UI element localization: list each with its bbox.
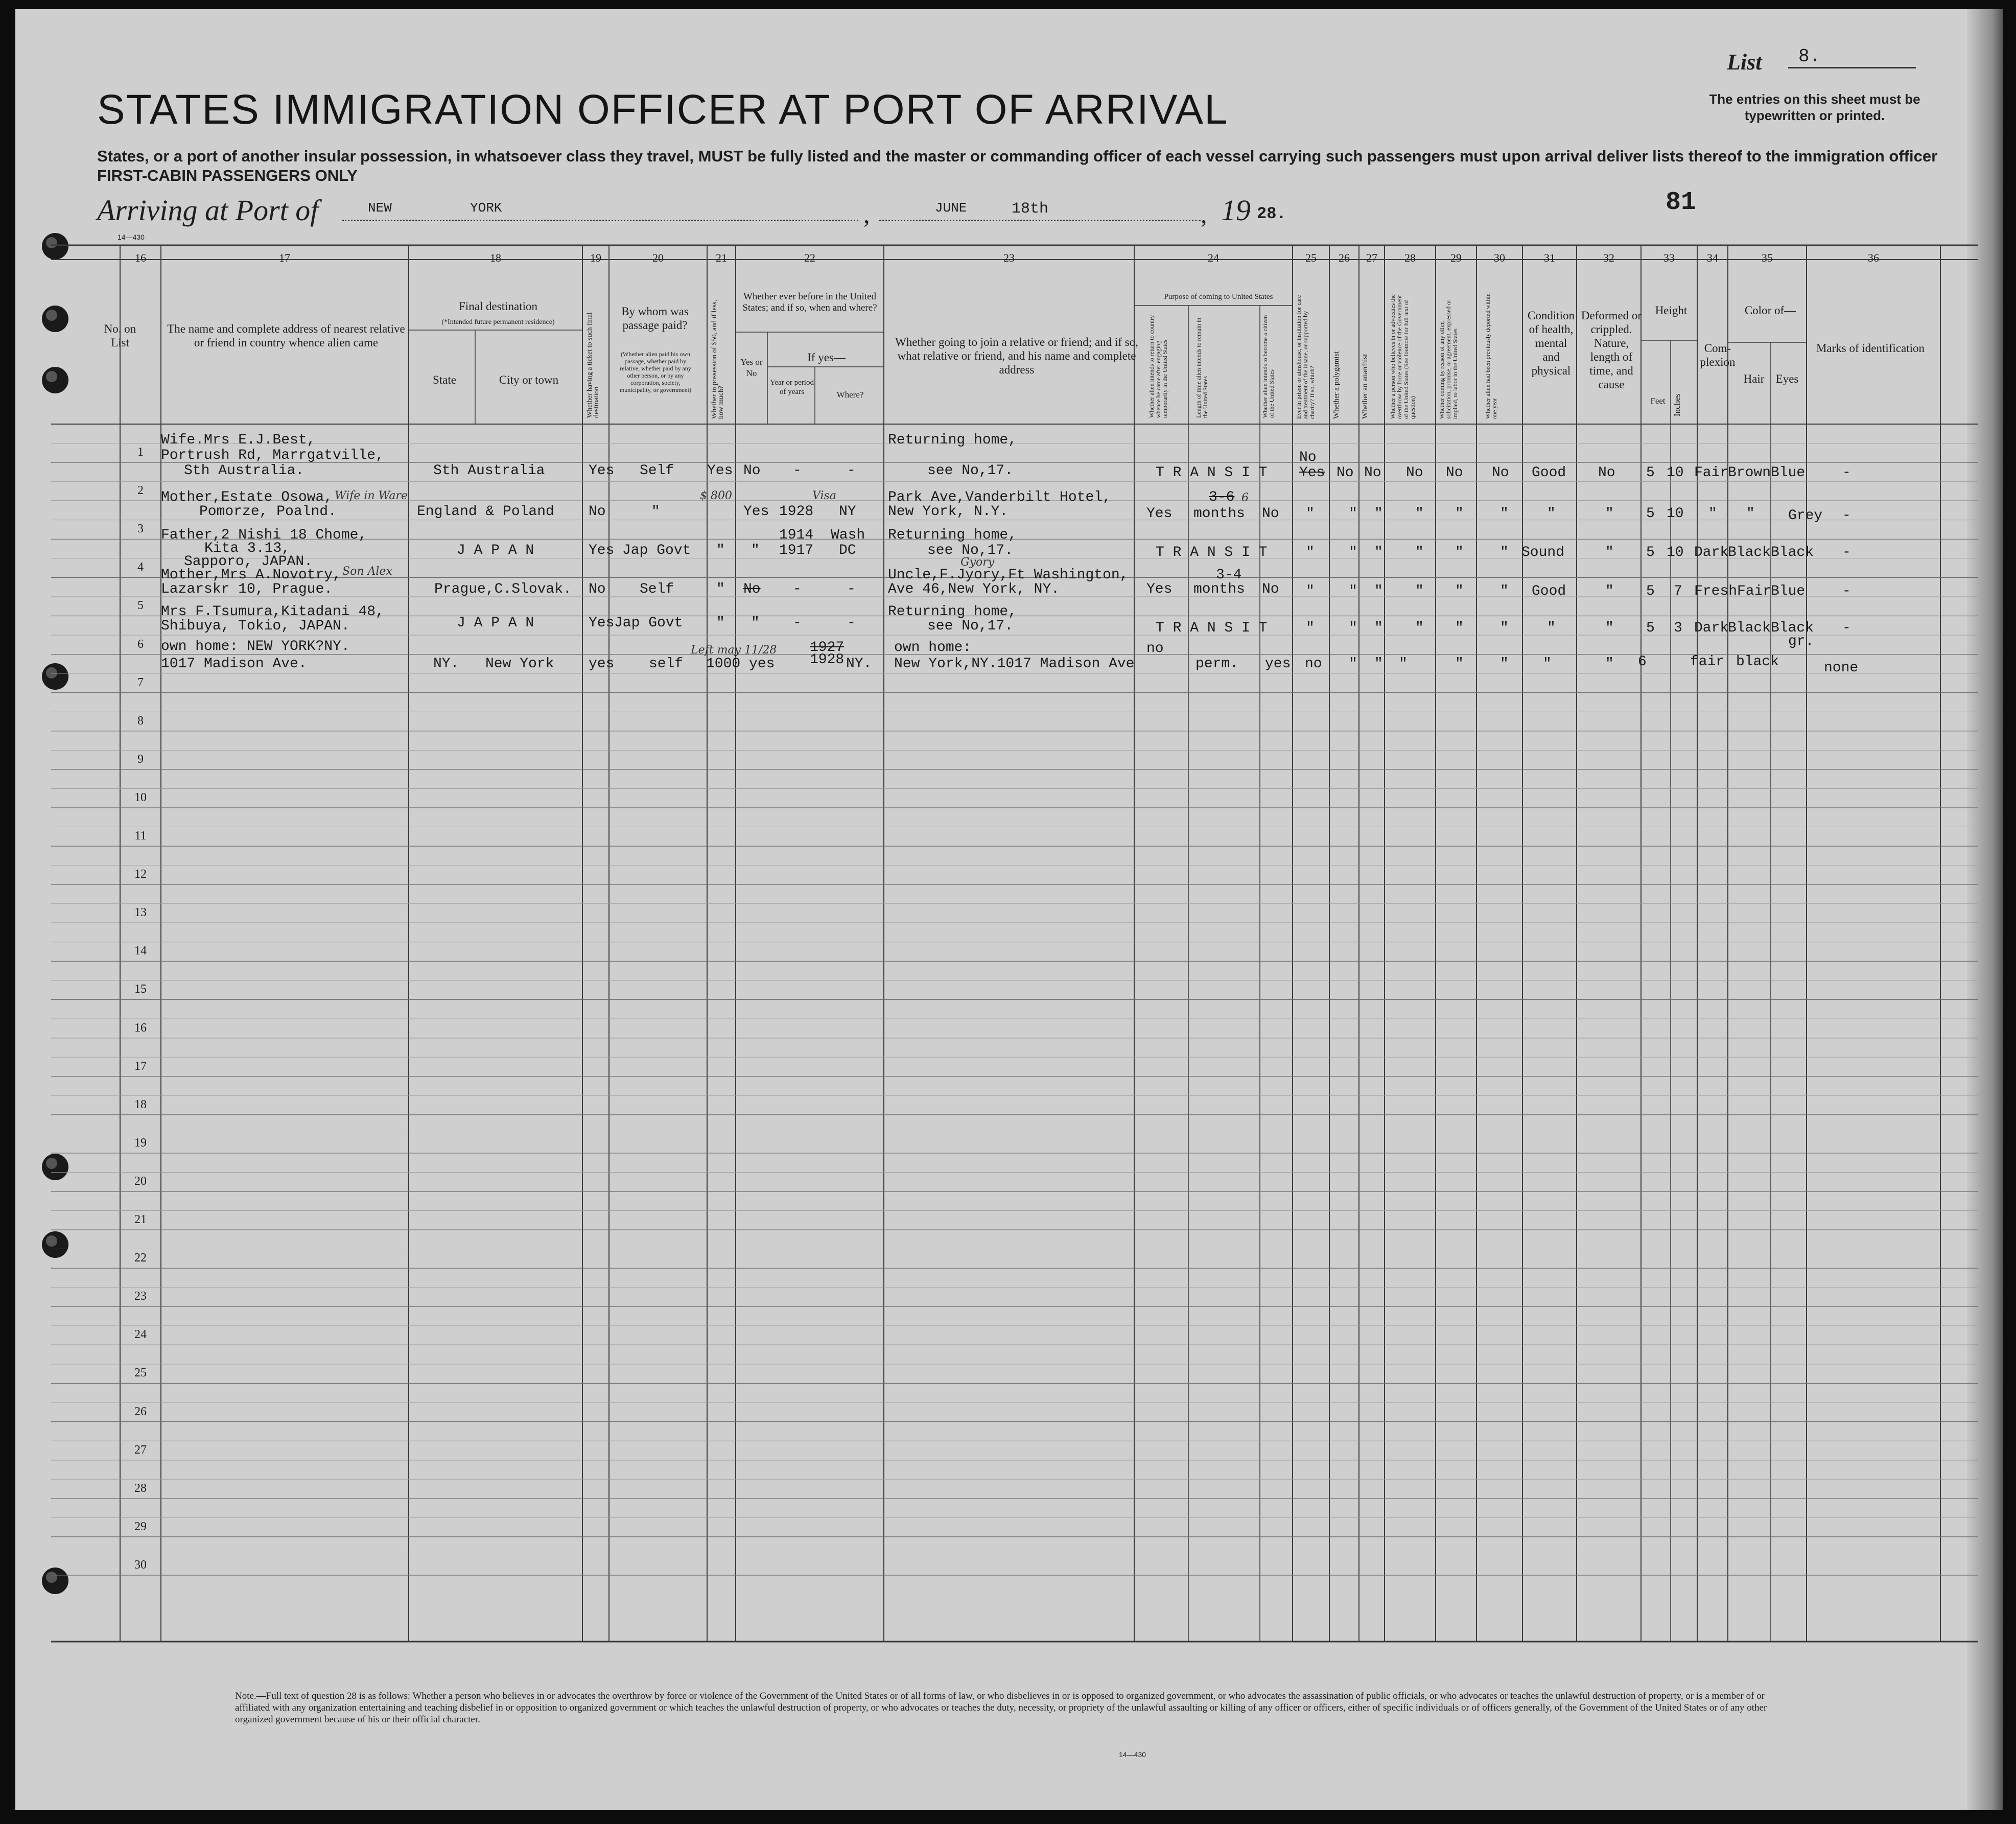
row-number: 25 [134,1366,147,1380]
row-3-eyes: Black [1771,545,1814,560]
column-number: 31 [1544,251,1555,264]
column-number: 17 [279,251,290,264]
row-5-year: - [793,615,802,631]
row-number: 11 [134,829,147,843]
row-4-relative-handwritten: Son Alex [342,565,392,578]
row-6-ditto: " [1500,656,1509,672]
row-1-join-line-1: Returning home, [888,432,1017,448]
column-number: 16 [135,251,146,264]
row-6-ditto: " [1374,656,1383,672]
class-label: FIRST-CABIN PASSENGERS ONLY [97,167,358,184]
row-2-return: Yes [1146,506,1173,522]
row-5-complexion: Dark [1694,620,1729,636]
row-6-hair: black [1736,654,1779,670]
column-number: 21 [716,251,727,264]
col-18-city-header: City or town [499,373,559,386]
row-2-relative-handwritten: Wife in Ware [335,489,408,502]
row-1-feet: 5 [1646,465,1655,481]
row-number: 18 [134,1097,147,1111]
col-23-header: Whether going to join a relative or friend; and if so, what relative or friend, and his name and complete address [895,336,1138,376]
row-number: 4 [137,560,144,574]
col-22-yesno-header: Yes or No [740,357,763,378]
row-1-q29: No [1446,465,1463,481]
row-6-ditto: " [1605,656,1614,672]
row-2-ticket: No [589,504,606,520]
row-number: 10 [134,790,147,804]
row-2-year: 1928 [779,504,814,520]
row-5-ditto: " [1306,620,1315,636]
row-6-paid-by: self [649,656,684,672]
row-4-state: Prague,C.Slovak. [434,581,572,597]
row-4-join-line-1: Uncle,F.Jyory,Ft Washington, [888,567,1129,583]
page-title: STATES IMMIGRATION OFFICER AT PORT OF ARRIVAL [97,86,1229,133]
row-2-ditto: " [1455,506,1464,522]
row-3-marks: - [1842,545,1851,560]
row-6-paid-handwritten: Left may 11/28 [691,644,777,657]
row-2-ditto: " [1415,506,1424,522]
row-4-ditto: " [1605,583,1614,599]
row-1-polygamist: No [1337,465,1354,481]
row-number: 27 [134,1443,147,1457]
column-number: 34 [1707,251,1718,264]
col-22-where-header: Where? [836,390,864,400]
row-3-ticket: Yes [589,543,615,558]
row-5-hair: Black [1728,620,1771,636]
manifest-sheet [15,9,2003,1810]
col-19-header: Whether having a ticket to such final destination [586,312,600,418]
row-1-deformed: No [1598,465,1615,481]
row-5-relative-line-2: Shibuya, Tokio, JAPAN. [161,618,350,634]
row-4-ditto: " [1349,583,1357,599]
page-subtitle: States, or a port of another insular possession, in whatsoever class they travel, MUST be fully listed and the master or commanding officer of each vessel carrying such passengers must upon arrival deliver lists thereof to the immigration officer [97,147,1938,165]
row-3-year-line-1: 1914 [779,527,814,543]
row-3-purpose: T R A N S I T [1156,545,1268,560]
row-3-ditto: " [1306,545,1315,560]
row-4-ditto: " [1306,583,1315,599]
row-5-where: - [847,615,856,631]
row-3-relative-line-1: Father,2 Nishi 18 Chome, [161,527,367,543]
row-1-prison-line-1: No [1299,450,1317,465]
column-number: 35 [1762,251,1773,264]
row-4-hair: Fair [1737,583,1772,599]
row-number: 8 [137,714,144,728]
col-24-group-header: Purpose of coming to United States [1164,293,1273,301]
row-6-ditto: " [1455,656,1464,672]
row-4-join-handwritten: Gyory [960,556,995,569]
date-day: 18th [1012,200,1049,218]
column-number: 19 [590,251,601,264]
column-number: 23 [1003,251,1015,264]
list-number: 8. [1788,46,1916,68]
row-number: 29 [134,1519,147,1533]
col-20-header: By whom was passage paid? [621,305,689,332]
row-4-relative-line-2: Lazarskr 10, Prague. [161,581,333,597]
col-35-hair-header: Hair [1743,372,1765,385]
row-5-inches: 3 [1674,620,1682,636]
row-1-relative-line-2: Portrush Rd, Marrgatville, [161,448,384,463]
row-4-ditto: " [1415,583,1424,599]
row-3-relative-line-2: Kita 3.13, [204,541,291,556]
row-number: 21 [134,1213,147,1226]
row-6-state: NY. [433,656,459,672]
row-2-join-line-2: New York, N.Y. [888,504,1009,520]
row-4-ticket: No [589,581,606,597]
row-5-ditto: " [1455,620,1464,636]
row-3-where-line-2: DC [839,543,856,558]
row-3-ditto: " [1349,545,1357,560]
row-2-length-handwritten: 6 [1241,492,1249,504]
row-2-relative-line-2: Pomorze, Poalnd. [199,504,337,520]
row-2-where: NY [839,504,856,520]
row-1-q28: No [1406,465,1423,481]
row-5-purpose: T R A N S I T [1156,620,1268,636]
row-number: 24 [134,1328,147,1342]
row-number: 28 [134,1481,147,1495]
column-number: 20 [652,251,664,264]
row-4-marks: - [1842,583,1851,599]
col-16-header: No. on List [104,322,136,349]
column-number: 36 [1868,251,1879,264]
row-number: 2 [137,484,144,498]
row-number: 30 [134,1558,147,1572]
row-2-relative-line-1: Mother,Estate Osowa, [161,489,333,505]
year-suffix: 28. [1257,204,1286,223]
row-3-complexion: Dark [1694,545,1729,560]
row-5-state: J A P A N [457,615,534,631]
row-3-state: J A P A N [457,543,534,558]
row-2-ditto: " [1547,506,1556,522]
col-18-state-header: State [433,373,456,386]
row-1-anarchist: No [1364,465,1381,481]
row-5-ditto: " [751,615,760,631]
row-2-ditto: " [1605,506,1614,522]
row-3-where-line-1: Wash [831,527,865,543]
row-2-ditto: " [1500,506,1509,522]
row-4-paid-by: Self [640,581,674,597]
column-number: 29 [1450,251,1462,264]
row-number: 5 [137,599,144,613]
row-2-ditto: " [1349,506,1357,522]
row-6-feet: 6 [1638,654,1647,670]
row-3-join-line-2: see No,17. [927,543,1014,558]
row-4-ditto: " [1455,583,1464,599]
col-34-header: Com-plexion [1700,342,1736,368]
row-number: 19 [134,1136,147,1150]
row-2-money-handwritten: $ 800 [700,489,732,502]
row-4-feet: 5 [1646,583,1655,599]
list-label: List [1727,50,1762,75]
row-3-join-line-1: Returning home, [888,527,1017,543]
column-number: 22 [804,251,815,264]
col-24b-header: Length of time alien intends to remain in the United States [1195,317,1209,418]
date-month: JUNE [935,200,967,216]
col-18-group-note: (*Intended future permanent residence) [441,318,555,326]
row-3-feet: 5 [1646,545,1655,560]
comma-separator: , [863,200,870,228]
col-25-header: Ever in prison or almshouse, or institution for care and treatment of the insane, or supported by charity? If so, which? [1295,295,1316,419]
row-2-ditto: " [1746,506,1755,522]
row-3-ditto: " [1605,545,1614,560]
row-5-ditto: " [1349,620,1357,636]
row-5-ticket: Yes [589,615,615,631]
row-6-complexion: fair [1690,654,1725,670]
row-3-ditto: " [1374,545,1383,560]
row-4-relative-line-1: Mother,Mrs A.Novotry, [161,567,341,583]
col-31-header: Condition of health, mental and physical [1527,309,1575,377]
row-1-where: - [847,463,856,479]
row-6-citizen: yes [1265,656,1291,672]
row-2-state: England & Poland [417,504,554,520]
row-number: 22 [134,1251,147,1265]
row-1-q30: No [1492,465,1509,481]
row-4-eyes: Blue [1771,583,1806,599]
col-18-group-header: Final destination [459,300,537,313]
row-2-eyes: Grey [1788,508,1823,524]
row-1-relative-line-3: Sth Australia. [184,463,304,479]
column-number: 28 [1404,251,1416,264]
row-5-ditto: " [1500,620,1509,636]
row-4-complexion: Fresh [1694,583,1738,599]
row-1-year: - [793,463,802,479]
row-2-feet: 5 [1646,506,1655,522]
column-number: 30 [1494,251,1505,264]
column-number: 26 [1339,251,1350,264]
row-number: 15 [134,983,147,996]
row-4-where: - [847,581,856,597]
row-4-ditto: " [716,581,725,597]
col-33-inches-header: Inches [1672,393,1682,417]
row-3-hair: Black [1728,545,1771,560]
row-number: 12 [134,868,147,881]
row-1-relative-line-1: Wife.Mrs E.J.Best, [161,432,316,448]
row-3-ditto: " [1415,545,1424,560]
row-6-before: yes [749,656,775,672]
row-3-paid-by: Jap Govt [622,543,691,558]
row-5-ditto: " [716,615,725,631]
row-1-join-line-2: see No,17. [927,463,1014,479]
row-number: 7 [137,675,144,689]
row-2-length-line-1: 3-6 [1209,489,1235,505]
column-number: 33 [1663,251,1675,264]
row-1-state: Sth Australia [433,463,545,479]
col-36-header: Marks of identification [1816,342,1925,355]
row-1-before: No [743,463,761,479]
row-5-marks: - [1842,620,1851,636]
col-33-feet-header: Feet [1650,396,1666,406]
row-2-paid-by: " [651,504,660,520]
row-3-ditto: " [716,543,725,558]
row-5-relative-line-1: Mrs F.Tsumura,Kitadani 48, [161,604,384,620]
row-number: 13 [134,906,147,920]
row-4-ditto: " [1374,583,1383,599]
col-32-header: Deformed or crippled. Nature, length of time, and cause [1581,309,1642,391]
col-17-header: The name and complete address of nearest relative or friend in country whence alien came [167,322,405,349]
row-6-ticket: yes [589,656,615,672]
col-26-header: Whether a polygamist [1332,351,1341,419]
row-3-ditto: " [751,543,760,558]
comma-separator: , [1201,200,1207,228]
col-27-header: Whether an anarchist [1361,354,1369,419]
row-1-complexion: Fair [1694,465,1729,481]
row-5-join-line-1: Returning home, [888,604,1017,620]
row-4-ditto: " [1500,583,1509,599]
row-2-join-line-1: Park Ave,Vanderbilt Hotel, [888,489,1111,505]
row-number: 14 [134,944,147,958]
row-5-ditto: " [1547,620,1556,636]
row-4-before: No [743,581,761,597]
row-1-ticket: Yes [589,463,615,479]
row-3-relative-line-3: Sapporo, JAPAN. [184,554,313,570]
row-5-join-line-2: see No,17. [927,618,1014,634]
row-1-health: Good [1532,465,1566,481]
row-6-money: 1000 [706,656,741,672]
col-22-ifyes-header: If yes— [807,351,846,364]
row-6-join-line-1: own home: [894,640,972,656]
row-2-ditto: " [1306,506,1315,522]
row-2-before: Yes [743,504,769,520]
row-6-join-line-2: New York,NY.1017 Madison Ave [894,656,1135,672]
row-4-length-line-1: 3-4 [1216,567,1242,583]
row-6-return: no [1146,641,1164,657]
row-5-feet: 5 [1646,620,1655,636]
column-number: 27 [1366,251,1377,264]
row-2-inches: 10 [1667,506,1684,522]
arriving-label: Arriving at Port of [97,194,319,227]
row-5-ditto: " [1415,620,1424,636]
row-2-citizen: No [1262,506,1279,522]
row-2-marks: - [1842,508,1851,524]
form-code: 14—430 [118,233,145,241]
row-3-year-line-2: 1917 [779,543,814,558]
row-4-health: Good [1532,583,1566,599]
col-22-group-header: Whether ever before in the United States; and if so, when and where? [742,291,877,313]
row-1-marks: - [1842,465,1851,481]
row-4-return: Yes [1146,581,1173,597]
row-6-relative-line-1: own home: NEW YORK?NY. [161,639,350,654]
row-2-year-handwritten: Visa [812,489,836,502]
typewritten-note: The entries on this sheet must be typewritten or printed. [1709,91,1920,123]
col-22-year-header: Year or period of years [770,379,814,396]
column-number: 32 [1603,251,1614,264]
col-24c-header: Whether alien intends to become a citizen of the United States [1261,315,1275,418]
footnote: Note.—Full text of question 28 is as follows: Whether a person who believes in or advocates the overthrow by force or violence of the Government of the United States or of all forms of law, or who disbelieves in or is opposed to organized government, or who advocates the assassination of public officials, or who advocates or teaches the unlawful destruction of property, or is a member of or affiliated with any organization entertaining and teaching disbelief in or opposition to organized government or which teaches the unlawful destruction of property, or who advocates or teaches the duty, necessity, or propriety of the unlawful assaulting or killing of any officer or officers, either of specific individuals or of officers generally, of the Government of the United States or of any other organized government because of his or their official character. [235,1691,1767,1725]
row-5-ditto: " [1605,620,1614,636]
row-4-length-line-2: months [1193,581,1245,597]
row-5-eyes: Black [1771,620,1814,636]
row-6-relative-line-2: 1017 Madison Ave. [161,656,307,672]
row-number: 26 [134,1405,147,1418]
row-6-length: perm. [1195,656,1239,672]
row-3-ditto: " [1455,545,1464,560]
row-4-citizen: No [1262,581,1279,597]
row-6-where: NY. [846,656,872,672]
form-code-bottom: 14—430 [1119,1750,1146,1759]
column-number: 25 [1305,251,1317,264]
port-state: YORK [470,200,502,216]
row-number: 1 [137,446,144,459]
row-5-ditto: " [1374,620,1383,636]
row-6-ditto: " [1349,656,1357,672]
row-1-purpose: T R A N S I T [1156,465,1268,481]
row-number: 9 [137,752,144,766]
row-1-money: Yes [707,463,733,479]
column-number: 24 [1208,251,1219,264]
row-number: 23 [134,1290,147,1303]
col-30-header: Whether alien had been previously deported within one year [1484,293,1498,419]
row-6-year-line-2: 1928 [810,652,845,668]
row-number: 16 [134,1021,147,1035]
col-33-header: Height [1655,304,1687,317]
year-prefix: 19 [1221,194,1251,227]
row-1-eyes: Blue [1771,465,1806,481]
sheet-number: 81 [1666,188,1697,217]
row-1-prison-line-2: Yes [1299,465,1325,481]
row-1-paid-by: Self [640,463,674,479]
row-2-length-line-2: months [1193,506,1245,522]
row-1-inches: 10 [1667,465,1684,481]
col-35-header: Color of— [1744,304,1796,317]
row-4-year: - [793,581,802,597]
row-number: 6 [137,637,144,651]
col-20-note: (Whether alien paid his own passage, whether paid by relative, whether paid by any other person, or by any corporation, society, municipality, or government) [619,350,692,393]
row-number: 17 [134,1059,147,1073]
row-6-ditto: " [1399,656,1408,672]
row-6-marks: none [1824,660,1859,676]
row-5-eyes-extra: gr. [1788,634,1814,649]
col-35-eyes-header: Eyes [1775,372,1799,385]
col-29-header: Whether coming by reason of any offer, solicitation, promise, or agreement, expressed or implied, to labor in the United States [1438,299,1459,419]
row-number: 20 [134,1174,147,1188]
row-3-ditto: " [1500,545,1509,560]
col-28-header: Whether a person who believes in or advocates the overthrow by force or violence of the Government of the United States (See footnote for full text of question) [1389,294,1416,419]
row-6-year-line-1: 1927 [810,640,845,656]
row-6-city: New York [485,656,554,672]
row-1-hair: Brown [1728,465,1771,481]
column-number: 18 [490,251,501,264]
row-5-paid-by: Jap Govt [614,615,683,631]
table-grid [15,9,2003,1810]
row-4-inches: 7 [1674,583,1682,599]
row-2-ditto: " [1708,506,1717,522]
row-3-inches: 10 [1667,545,1684,560]
row-6-ditto: " [1543,656,1552,672]
col-24a-header: Whether alien intends to return to country whence he came after engaging temporarily in the United States [1148,315,1168,418]
row-4-join-line-2: Ave 46,New York, NY. [888,581,1060,597]
row-number: 3 [137,522,144,536]
row-3-health: Sound [1521,545,1565,560]
row-2-ditto: " [1374,506,1383,522]
col-21-header: Whether in possession of $50, and if less, how much? [711,300,725,419]
port-city: NEW [368,200,392,216]
row-6-prison: no [1305,656,1322,672]
